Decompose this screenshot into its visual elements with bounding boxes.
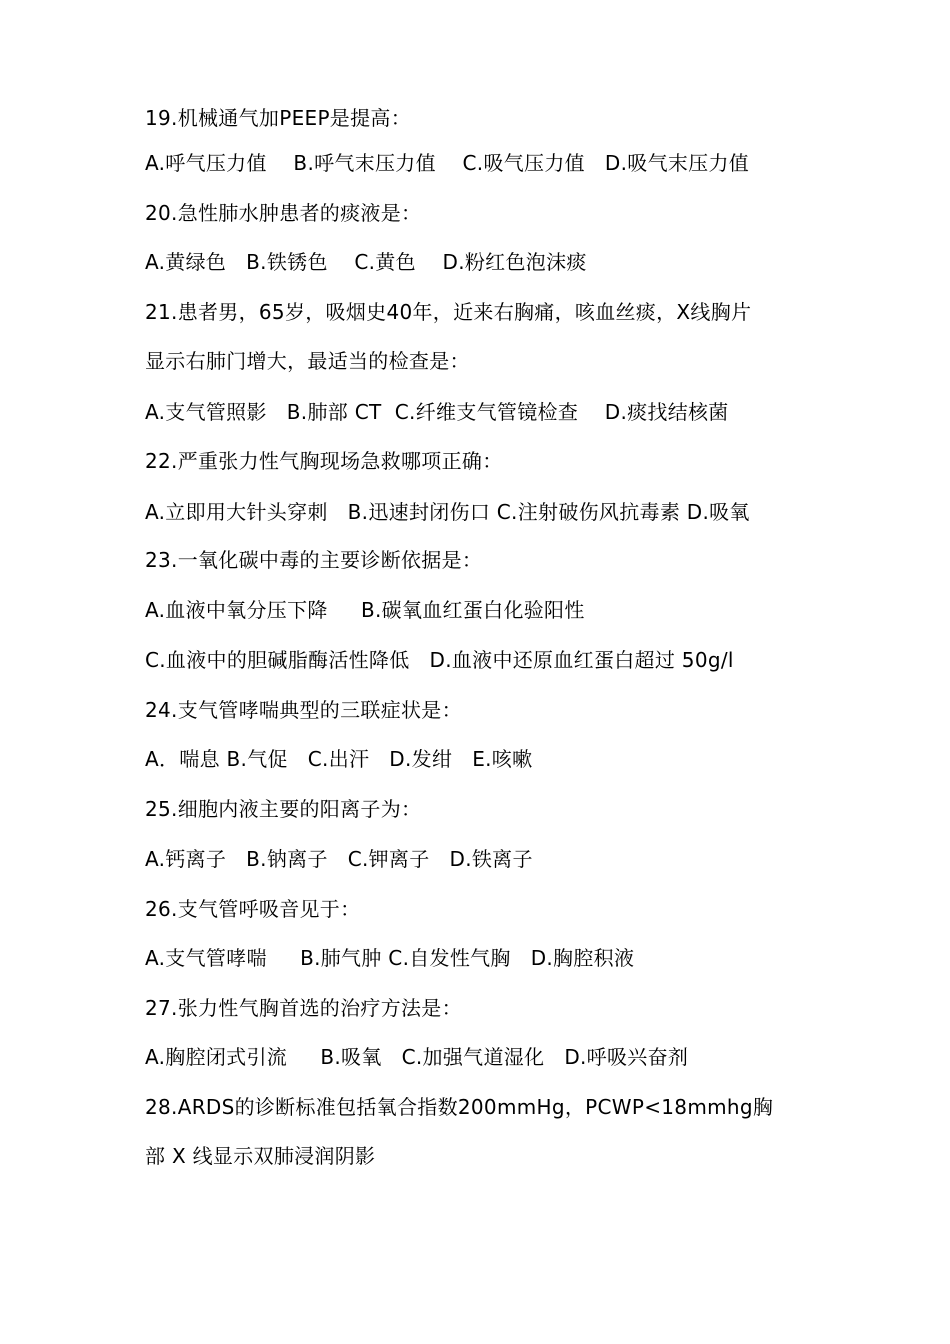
- question-19-options: A.呼气压力值 B.呼气末压力值 C.吸气压力值 D.吸气末压力值: [145, 151, 750, 175]
- question-20: 20.急性肺水肿患者的痰液是：: [145, 201, 422, 225]
- question-23: 23.一氧化碳中毒的主要诊断依据是：: [145, 548, 483, 572]
- question-26-options: A.支气管哮喘 B.肺气肿 C.自发性气胸 D.胸腔积液: [145, 946, 635, 970]
- question-28-continued: 部 X 线显示双肺浸润阴影: [145, 1144, 376, 1168]
- question-19: 19.机械通气加PEEP是提高：: [145, 106, 412, 130]
- question-24: 24.支气管哮喘典型的三联症状是：: [145, 698, 462, 722]
- question-27: 27.张力性气胸首选的治疗方法是：: [145, 996, 462, 1020]
- question-21: 21.患者男，65岁，吸烟史40年，近来右胸痛，咳血丝痰，X线胸片: [145, 300, 752, 324]
- question-21-options: A.支气管照影 B.肺部 CT C.纤维支气管镜检查 D.痰找结核菌: [145, 400, 729, 424]
- question-28: 28.ARDS的诊断标准包括氧合指数200mmHg，PCWP<18mmhg胸: [145, 1095, 774, 1119]
- question-20-options: A.黄绿色 B.铁锈色 C.黄色 D.粉红色泡沫痰: [145, 250, 587, 274]
- question-25-options: A.钙离子 B.钠离子 C.钾离子 D.铁离子: [145, 847, 533, 871]
- question-24-options: A．喘息 B.气促 C.出汗 D.发绀 E.咳嗽: [145, 747, 533, 771]
- question-26: 26.支气管呼吸音见于：: [145, 897, 361, 921]
- question-25: 25.细胞内液主要的阳离子为：: [145, 797, 422, 821]
- question-22-options: A.立即用大针头穿刺 B.迅速封闭伤口 C.注射破伤风抗毒素 D.吸氧: [145, 500, 750, 524]
- question-23-options-1: A.血液中氧分压下降 B.碳氧血红蛋白化验阳性: [145, 598, 585, 622]
- question-27-options: A.胸腔闭式引流 B.吸氧 C.加强气道湿化 D.呼吸兴奋剂: [145, 1045, 689, 1069]
- question-22: 22.严重张力性气胸现场急救哪项正确：: [145, 449, 503, 473]
- question-21-continued: 显示右肺门增大，最适当的检查是：: [145, 349, 470, 373]
- question-23-options-2: C.血液中的胆碱脂酶活性降低 D.血液中还原血红蛋白超过 50g/l: [145, 648, 734, 672]
